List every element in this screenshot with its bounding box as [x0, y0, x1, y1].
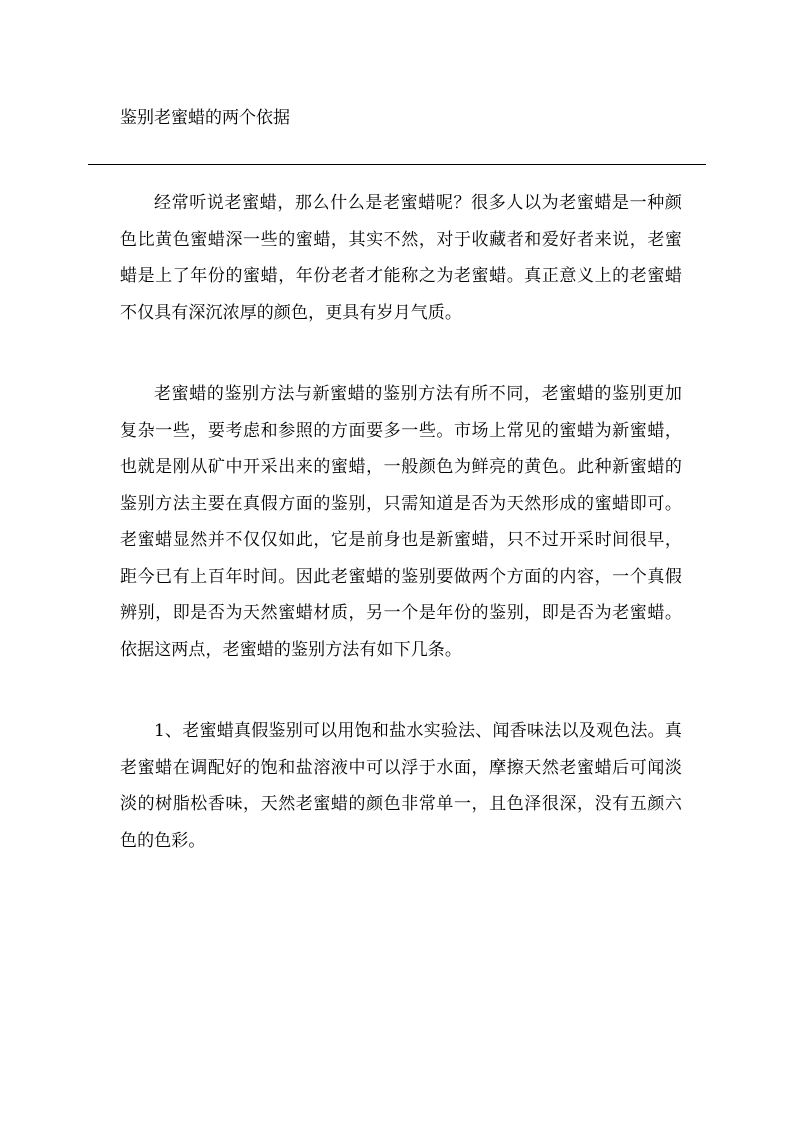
document-body — [120, 185, 682, 904]
paragraph-intro: 经常听说老蜜蜡，那么什么是老蜜蜡呢？很多人以为老蜜蜡是一种颜色比黄色蜜蜡深一些的蜜蜡，其实不然，对于收藏者和爱好者来说，老蜜蜡是上了年份的蜜蜡，年份老者才能称之为老蜜蜡。真正意义上的老蜜蜡不仅具有深沉浓厚的颜色，更具有岁月气质。 — [120, 193, 682, 323]
paragraph-method-1: 1、老蜜蜡真假鉴别可以用饱和盐水实验法、闻香味法以及观色法。真老蜜蜡在调配好的饱和盐溶液中可以浮于水面，摩擦天然老蜜蜡后可闻淡淡的树脂松香味，天然老蜜蜡的颜色非常单一，且色泽很深，没有五颜六色的色彩。 — [120, 721, 682, 851]
document-title: 鉴别老蜜蜡的两个依据 — [120, 108, 290, 128]
paragraph-methods: 老蜜蜡的鉴别方法与新蜜蜡的鉴别方法有所不同，老蜜蜡的鉴别更加复杂一些，要考虑和参照的方面要多一些。市场上常见的蜜蜡为新蜜蜡，也就是刚从矿中开采出来的蜜蜡，一般颜色为鲜亮的黄色。此种新蜜蜡的鉴别方法主要在真假方面的鉴别，只需知道是否为天然形成的蜜蜡即可。老蜜蜡显然并不仅仅如此，它是前身也是新蜜蜡，只不过开采时间很早，距今已有上百年时间。因此老蜜蜡的鉴别要做两个方面的内容，一个真假辨别，即是否为天然蜜蜡材质，另一个是年份的鉴别，即是否为老蜜蜡。依据这两点，老蜜蜡的鉴别方法有如下几条。 — [120, 384, 682, 660]
title-divider — [88, 164, 706, 165]
